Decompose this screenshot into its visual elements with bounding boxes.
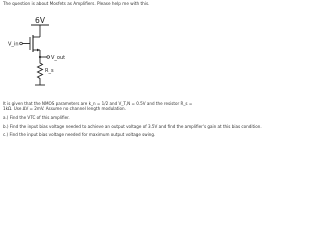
resistor-label: R_s [45, 68, 54, 74]
input-terminal [20, 42, 23, 45]
problem-statement-block [3, 101, 262, 140]
output-voltage-label: V_out [51, 55, 66, 61]
output-terminal [47, 56, 50, 59]
supply-voltage-label: 6V [35, 16, 45, 25]
question-a: a.) Find the VTC of this amplifier. [3, 115, 70, 121]
question-c: c.) Find the input bias voltage needed for maximum output voltage swing. [3, 131, 156, 137]
problem-statement: It is given that the NMOS parameters are k_n = 1/2 and V_T,N = 0.5V and the resistor R_s = 1kΩ. Use ΔV = 2mV. Assume no channel length modulation. [3, 101, 193, 112]
source-resistor [38, 60, 43, 82]
question-b: b.) Find the input bias voltage needed to achieve an output voltage of 3.5V and find the amplifier's gain at this bias condition. [3, 123, 262, 129]
question-intro: The question is about Mosfets as Amplifiers. Please help me with this. [3, 1, 150, 6]
input-voltage-label: V_in [8, 41, 19, 48]
mosfet-amplifier-circuit [0, 0, 200, 100]
